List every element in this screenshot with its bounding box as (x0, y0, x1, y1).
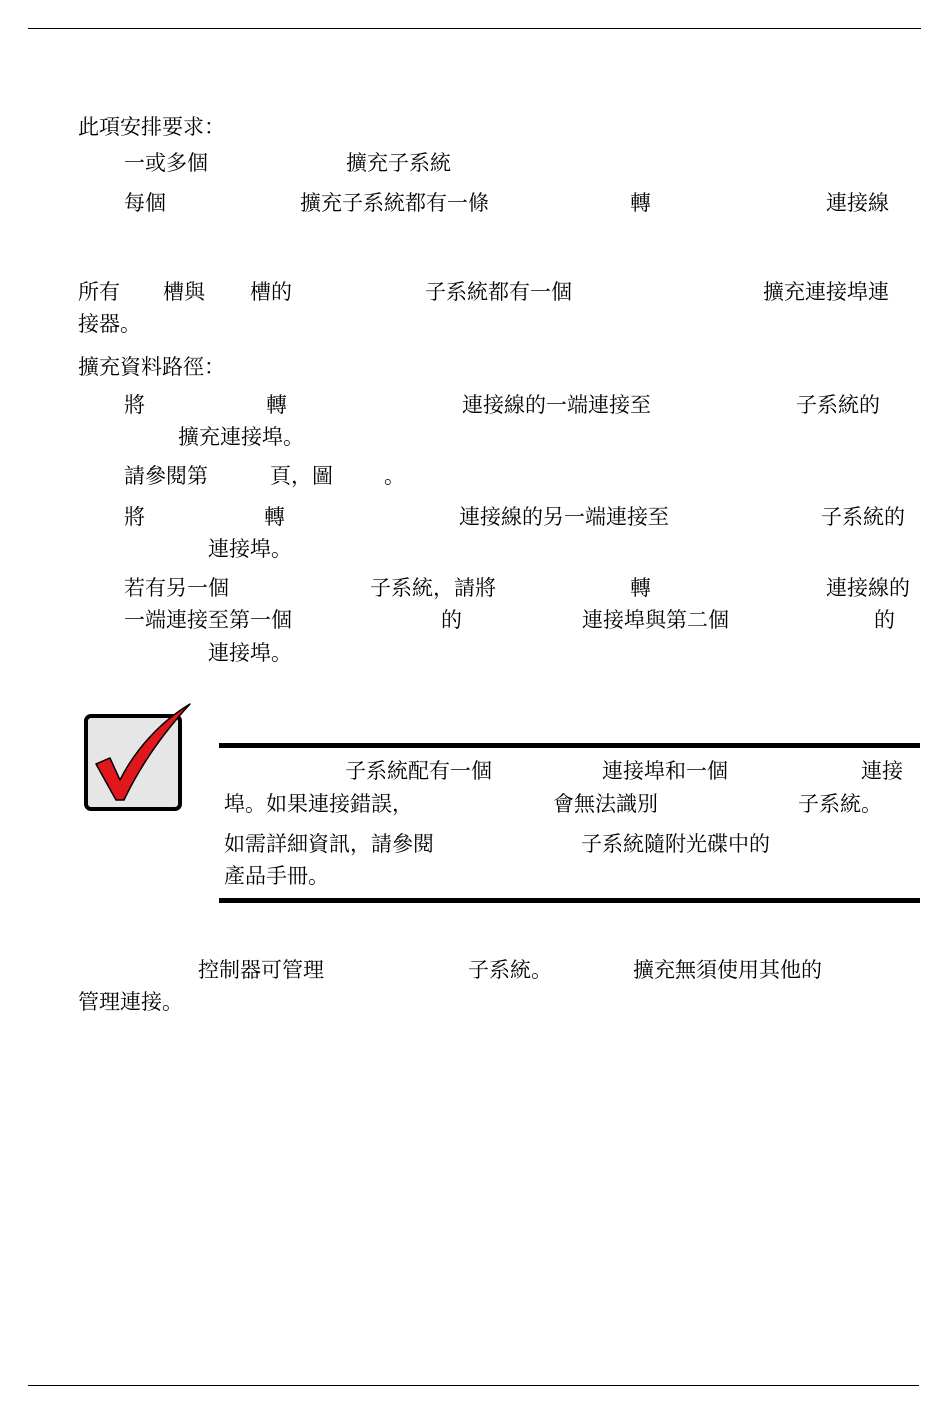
note-text-3: 連接 (861, 759, 903, 783)
header-rule (28, 28, 921, 29)
ports-text-5: 擴充連接埠連 (763, 280, 889, 304)
step3-text-7: 連接埠與第二個 (582, 608, 729, 632)
see-ref-text-2: 頁，圖 (270, 464, 333, 488)
ports-text-3: 槽的 (250, 280, 292, 304)
note-text-7: 如需詳細資訊，請參閱 (224, 832, 434, 856)
step3-text-4: 連接線的 (826, 576, 910, 600)
ports-text-6: 接器。 (78, 312, 141, 336)
req2-text-4: 連接線 (826, 191, 889, 215)
req2-text-1: 每個 (124, 191, 166, 215)
req1-text-2: 擴充子系統 (346, 151, 451, 175)
note-top-bar (219, 743, 920, 748)
closing-text-1: 控制器可管理 (198, 958, 324, 982)
ports-text-4: 子系統都有一個 (425, 280, 572, 304)
step1-text-2: 轉 (266, 393, 287, 417)
step3-text-6: 的 (441, 608, 462, 632)
step3-text-8: 的 (874, 608, 895, 632)
req2-text-3: 轉 (630, 191, 651, 215)
closing-text-3: 擴充無須使用其他的 (633, 958, 822, 982)
req1-text-1: 一或多個 (124, 151, 208, 175)
footer-rule (28, 1385, 919, 1386)
note-text-8: 子系統隨附光碟中的 (581, 832, 770, 856)
note-text-1: 子系統配有一個 (345, 759, 492, 783)
req2-text-2: 擴充子系統都有一條 (300, 191, 489, 215)
ports-text-1: 所有 (78, 280, 120, 304)
requirements-title: 此項安排要求： (78, 115, 225, 139)
step1-text-5: 擴充連接埠。 (178, 425, 304, 449)
note-text-2: 連接埠和一個 (602, 759, 728, 783)
closing-text-4: 管理連接。 (78, 990, 183, 1014)
step3-text-2: 子系統，請將 (370, 576, 496, 600)
checkmark-icon (80, 700, 195, 815)
step2-text-3: 連接線的另一端連接至 (459, 505, 669, 529)
step3-text-5: 一端連接至第一個 (124, 608, 292, 632)
step3-text-9: 連接埠。 (208, 641, 292, 665)
step3-text-3: 轉 (630, 576, 651, 600)
data-path-title: 擴充資料路徑： (78, 355, 225, 379)
step2-text-1: 將 (124, 505, 145, 529)
see-ref-text-3: 。 (384, 464, 405, 488)
step2-text-5: 連接埠。 (208, 537, 292, 561)
note-bottom-bar (219, 898, 920, 903)
see-ref-text-1: 請參閱第 (124, 464, 208, 488)
step2-text-4: 子系統的 (821, 505, 905, 529)
step1-text-3: 連接線的一端連接至 (462, 393, 651, 417)
note-text-6: 子系統。 (798, 792, 882, 816)
ports-text-2: 槽與 (163, 280, 205, 304)
note-text-9: 產品手冊。 (224, 864, 329, 888)
note-text-4: 埠。如果連接錯誤， (224, 792, 413, 816)
step1-text-4: 子系統的 (796, 393, 880, 417)
step2-text-2: 轉 (264, 505, 285, 529)
closing-text-2: 子系統。 (468, 958, 552, 982)
note-text-5: 會無法識別 (553, 792, 658, 816)
step1-text-1: 將 (124, 393, 145, 417)
step3-text-1: 若有另一個 (124, 576, 229, 600)
